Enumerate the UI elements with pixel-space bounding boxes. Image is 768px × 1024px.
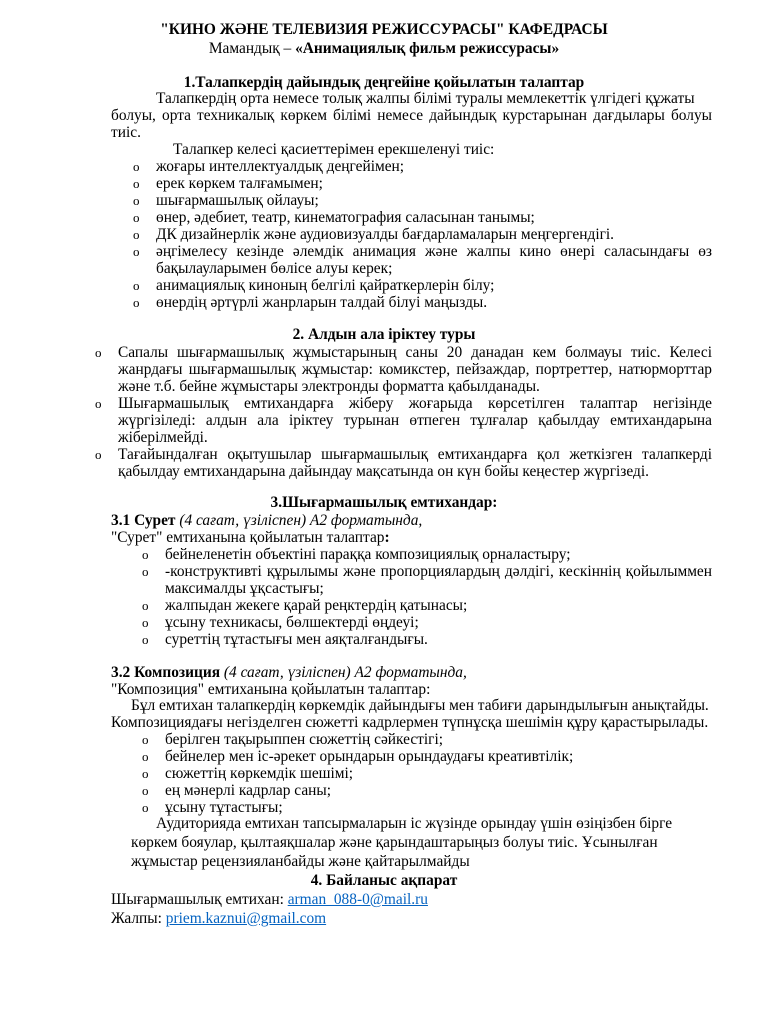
bullet-marker: o [133,193,140,208]
section2-line: жүргізіледі: алдын ала іріктеу турынан өтпеген тұлғалар қабылдау емтихандарына [118,412,712,429]
bullet-marker: o [142,800,149,815]
bullet-marker: o [95,345,102,360]
general-email-link[interactable]: priem.kaznui@gmail.com [165,910,327,927]
subsection-3-2-para-line: Композициядағы негізделген сюжетті кадрлермен түпнұсқа шешімін құру қарастырылады. [111,714,709,731]
section1-para-line: тиіс. [111,124,141,141]
bullet-marker: o [142,547,149,562]
section1-heading: 1.Талапкердің дайындық деңгейіне қойылатын талаптар [183,74,585,91]
subsection-3-1-requirements-label [111,529,390,546]
section4-heading: 4. Байланыс ақпарат [310,872,458,889]
subsection-3-2-note: (4 сағат, үзіліспен) А2 форматында, [220,664,467,681]
bullet-marker: o [133,159,140,174]
section2-line: Тағайындалған оқытушылар шығармашылық емтихандарға қол жеткізген талапкерді [118,446,712,463]
subsection-3-1-title [111,512,422,529]
section1-item-continued: бақылауларымен бөлісе алуы керек; [156,260,393,277]
subsection-3-2-item: берілген тақырыппен сюжеттің сәйкестігі; [165,731,444,748]
subsection-3-1-item-continued: максималды ұқсастығы; [165,580,324,597]
section2-line: жіберілмейді. [118,429,208,446]
bullet-marker: o [133,227,140,242]
section2-line: Сапалы шығармашылық жұмыстарының саны 20 данадан кем болмауы тиіс. Келесі [118,344,712,361]
specialty-prefix: Мамандық – [208,40,296,57]
bullet-marker: o [133,278,140,293]
subsection-3-1-item: -конструктивті құрылымы және пропорциялардың дәлдігі, кескіннің қойылыммен [165,563,712,580]
section1-item: ерек көркем талғамымен; [156,175,323,192]
section2-line: қабылдау емтихандарына дайындау мақсатында он күн бойы кеңестер жүргізеді. [118,463,649,480]
section2-line: жанрдағы шығармашылық жұмыстар: комикстер, пейзаждар, портреттер, натюрморттар [118,361,712,378]
section1-para-line: болуы, орта техникалық көркем білімі немесе дайындық курстарынан дағдылары болуы [111,107,712,124]
closing-line: көркем бояулар, қылтаяқшалар және қарындаштарыңыз болуы тиіс. Ұсынылған [131,834,658,851]
subsection-3-1-item: суреттің тұтастығы мен аяқталғандығы. [165,631,428,648]
contact-general [111,910,326,927]
section1-item: өнер, әдебиет, театр, кинематография саласынан танымы; [156,209,535,226]
section1-item: шығармашылық ойлауы; [156,192,319,209]
section2-heading: 2. Алдын ала іріктеу туры [292,326,476,343]
department-title: "КИНО ЖӘНЕ ТЕЛЕВИЗИЯ РЕЖИССУРАСЫ" КАФЕДРАСЫ [160,21,608,38]
contact-creative-label: Шығармашылық емтихан: [111,891,288,908]
contact-general-label: Жалпы: [111,910,166,927]
subsection-3-2-para-line: Бұл емтихан талапкердің көркемдік дайындығы мен табиғи дарындылығын анықтайды. [131,697,709,714]
bullet-marker: o [133,210,140,225]
requirements-label-text: "Сурет" емтиханына қойылатын талаптар [111,529,385,546]
section2-line: Шығармашылық емтихандарға жіберу жоғарыда көрсетілген талаптар негізінде [118,395,712,412]
bullet-marker: o [142,783,149,798]
section1-item: өнердің әртүрлі жанрларын талдай білуі маңызды. [156,294,488,311]
bullet-marker: o [133,176,140,191]
subsection-3-1-name: 3.1 Сурет [111,512,176,529]
subsection-3-2-item: бейнелер мен іс-әрекет орындарын орындаудағы креативтілік; [165,748,574,765]
specialty-line [0,40,768,57]
section1-item: ДК дизайнерлік және аудиовизуалды бағдарламаларын меңгергендігі. [156,226,615,243]
bullet-marker: o [142,749,149,764]
bullet-marker: o [133,295,140,310]
subsection-3-1-note: (4 сағат, үзіліспен) А2 форматында, [175,512,423,529]
closing-line: Аудиторияда емтихан тапсырмаларын іс жүзінде орындау үшін өзіңізбен бірге [156,815,673,832]
subsection-3-1-item: жалпыдан жекеге қарай реңктердің қатынасы; [165,597,468,614]
bullet-marker: o [142,615,149,630]
bullet-marker: o [95,447,102,462]
bullet-marker: o [133,244,140,259]
section3-heading: 3.Шығармашылық емтихандар: [270,494,498,511]
bullet-marker: o [142,732,149,747]
bullet-marker: o [95,396,102,411]
bullet-marker: o [142,564,149,579]
subsection-3-2-item: ең мәнерлі кадрлар саны; [165,782,332,799]
section1-para-line: Талапкердің орта немесе толық жалпы білімі туралы мемлекеттік үлгідегі құжаты [156,90,695,107]
creative-email-link[interactable]: arman_088-0@mail.ru [287,891,428,908]
section1-item: анимациялық киноның белгілі қайраткерлерін білу; [156,277,495,294]
subsection-3-2-item: сюжеттің көркемдік шешімі; [165,765,354,782]
closing-line: жұмыстар рецензияланбайды және қайтарылмайды [131,853,470,870]
subsection-3-2-item: ұсыну тұтастығы; [165,799,283,816]
specialty-name: «Анимациялық фильм режиссурасы» [295,40,560,57]
subsection-3-1-item: ұсыну техникасы, бөлшектерді өңдеуі; [165,614,419,631]
section2-line: және т.б. бейне жұмыстары электронды форматта қабылданады. [118,378,540,395]
subsection-3-2-name: 3.2 Композиция [111,664,221,681]
section1-intro: Талапкер келесі қасиеттерімен ерекшеленуі тиіс: [173,141,495,158]
contact-creative [111,891,428,908]
section1-item: жоғары интеллектуалдық деңгейімен; [156,158,405,175]
subsection-3-2-requirements-label: "Композиция" емтиханына қойылатын талаптар: [111,681,431,698]
requirements-label-colon: : [384,529,390,546]
section1-item: әңгімелесу кезінде әлемдік анимация және жалпы кино өнері саласындағы өз [156,243,712,260]
bullet-marker: o [142,766,149,781]
bullet-marker: o [142,632,149,647]
subsection-3-1-item: бейнеленетін объектіні параққа композициялық орналастыру; [165,546,571,563]
subsection-3-2-title [111,664,467,681]
bullet-marker: o [142,598,149,613]
